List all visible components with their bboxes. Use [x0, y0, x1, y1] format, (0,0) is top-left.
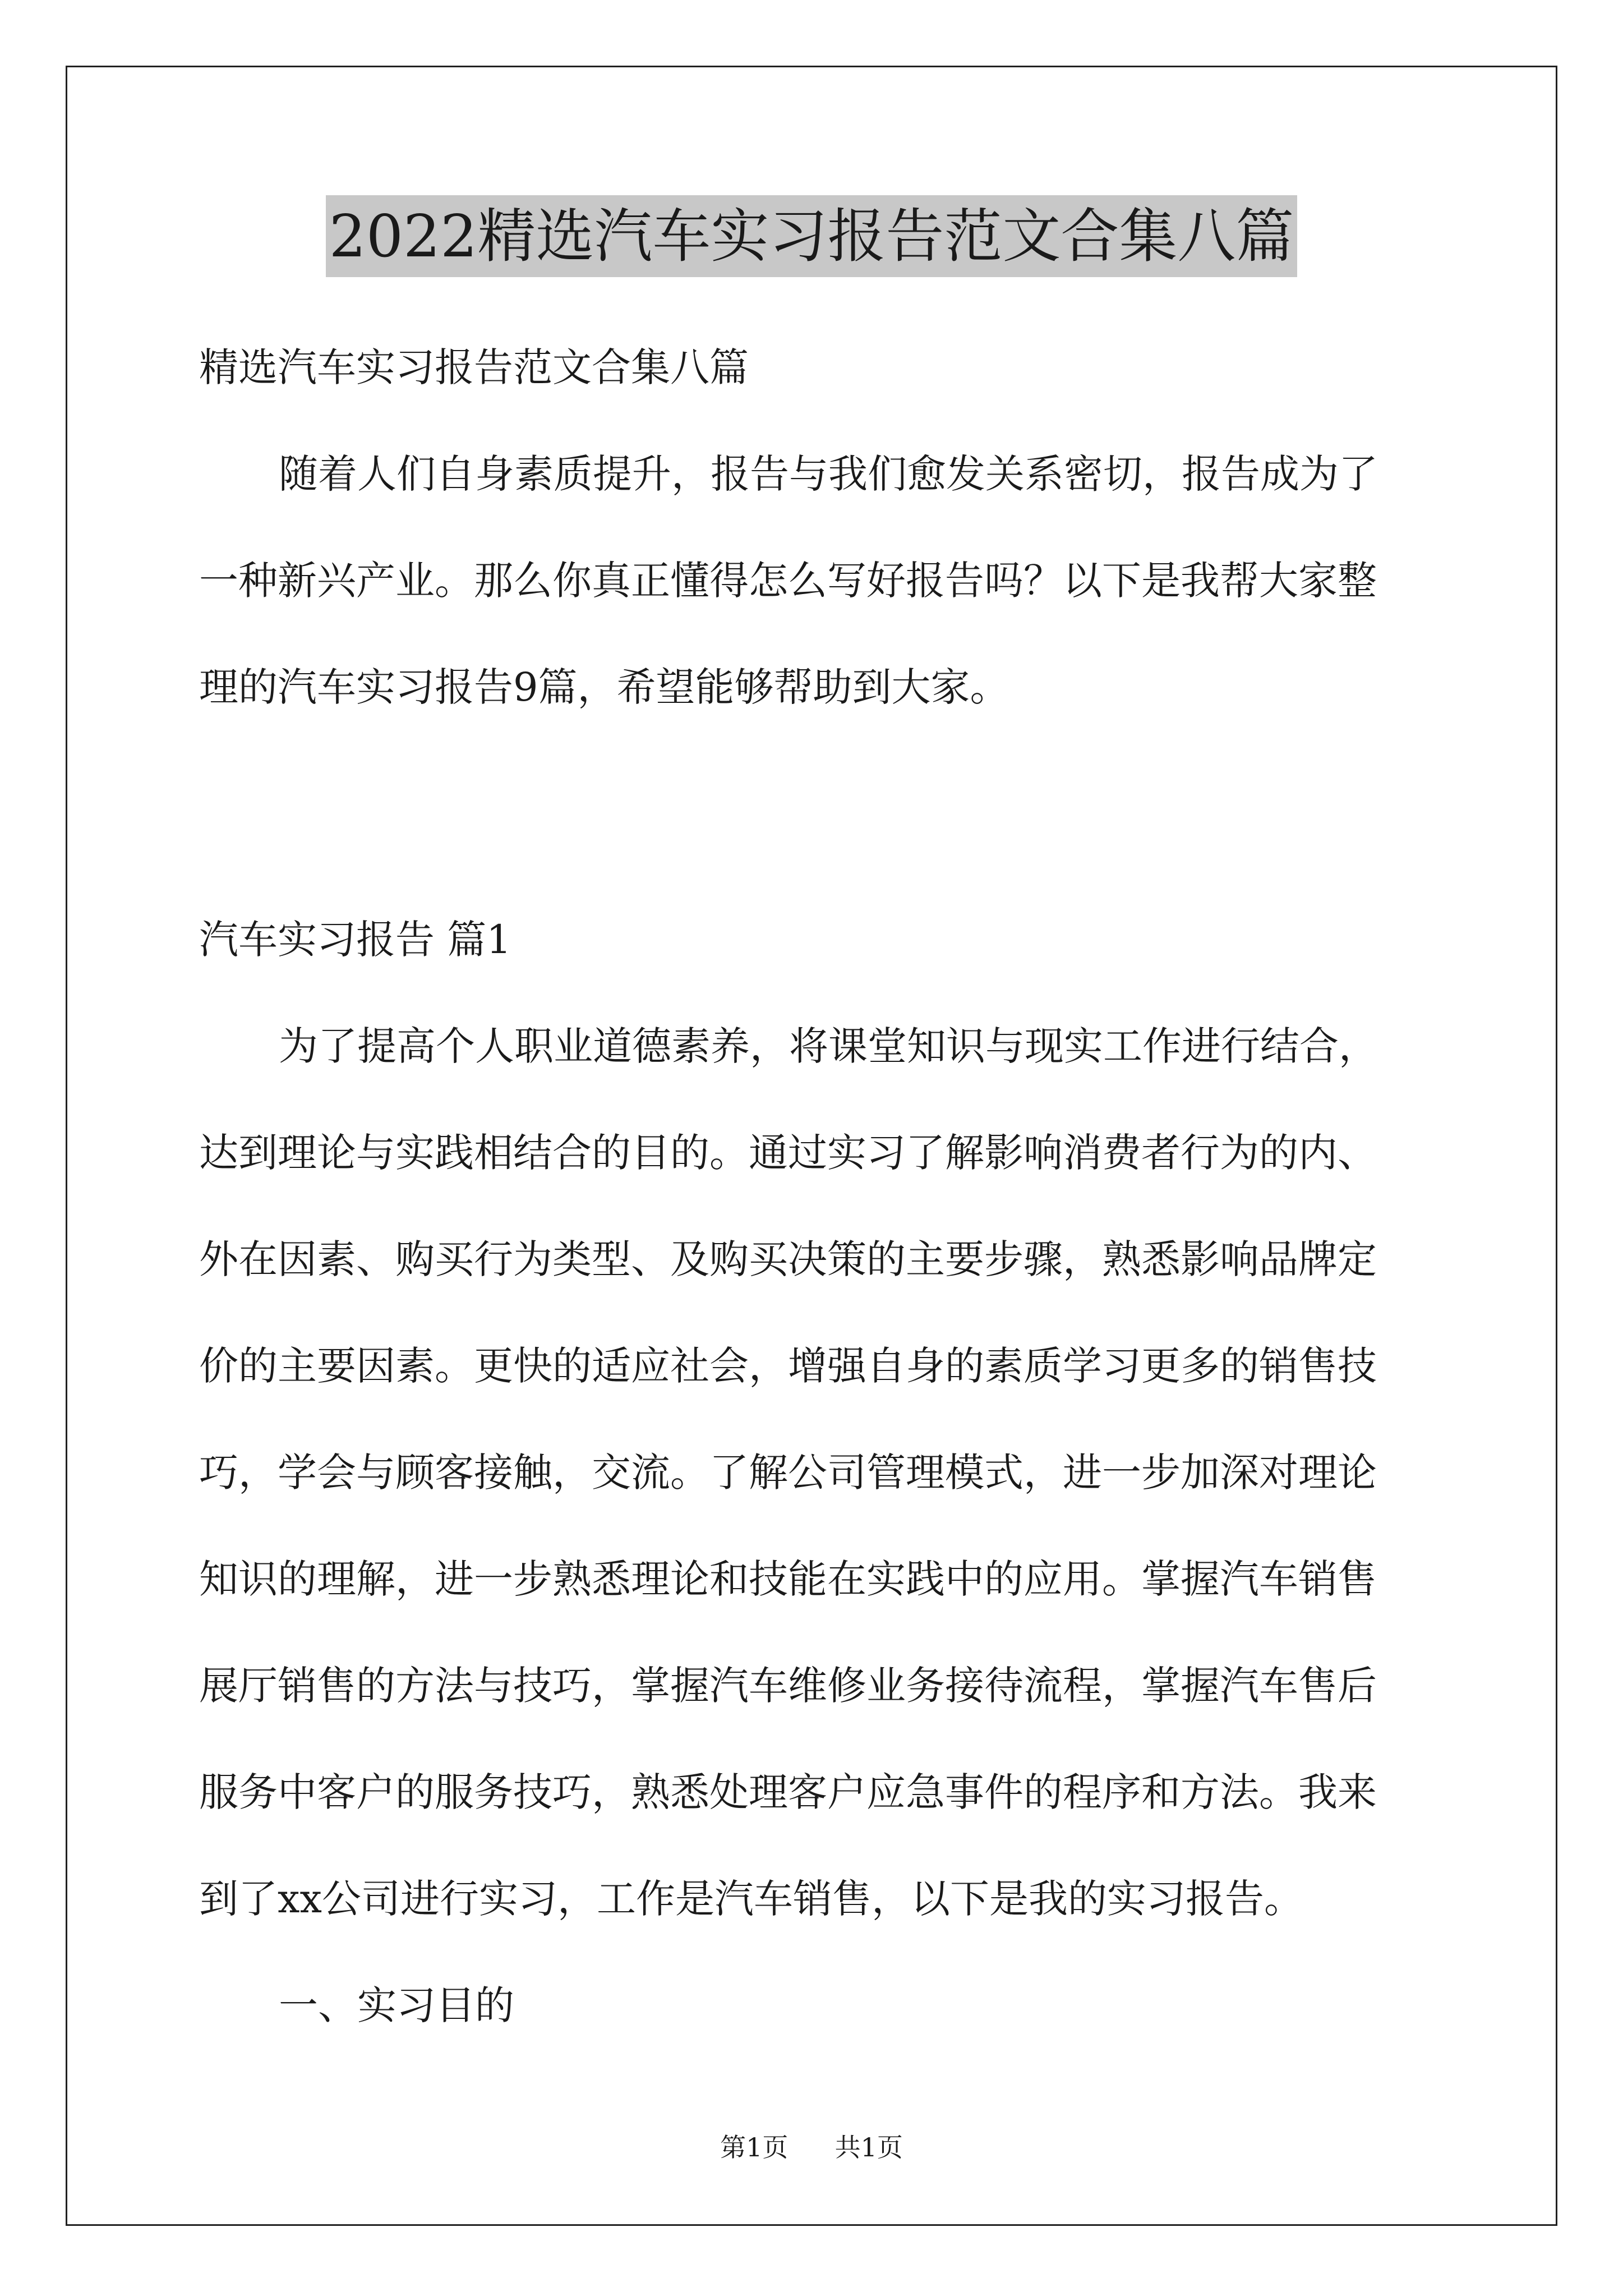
- section-heading: 汽车实习报告 篇1: [199, 917, 511, 963]
- page-footer: [0, 2131, 1623, 2164]
- subheading: 一、实习目的: [279, 1982, 514, 2028]
- section-line: 到了xx公司进行实习，工作是汽车销售，以下是我的实习报告。: [199, 1876, 1303, 1922]
- section-line: 价的主要因素。更快的适应社会，增强自身的素质学习更多的销售技: [199, 1343, 1377, 1389]
- document-title: 2022精选汽车实习报告范文合集八篇: [326, 195, 1298, 277]
- section-line: 为了提高个人职业道德素养，将课堂知识与现实工作进行结合，: [279, 1023, 1378, 1069]
- page-number-current: 第1页: [720, 2132, 789, 2162]
- section-line: 达到理论与实践相结合的目的。通过实习了解影响消费者行为的内、: [199, 1130, 1377, 1176]
- page-number-total: 共1页: [834, 2132, 903, 2162]
- section-line: 巧，学会与顾客接触，交流。了解公司管理模式，进一步加深对理论: [199, 1450, 1377, 1496]
- section-line: 展厅销售的方法与技巧，掌握汽车维修业务接待流程，掌握汽车售后: [199, 1663, 1377, 1709]
- section-line: 服务中客户的服务技巧，熟悉处理客户应急事件的程序和方法。我来: [199, 1769, 1377, 1815]
- title-container: [0, 195, 1623, 277]
- intro-line: 理的汽车实习报告9篇，希望能够帮助到大家。: [199, 664, 1009, 710]
- intro-line: 一种新兴产业。那么你真正懂得怎么写好报告吗？以下是我帮大家整: [199, 558, 1377, 604]
- spacer: [199, 740, 1433, 886]
- document-body: [199, 314, 1433, 2059]
- intro-line: 随着人们自身素质提升，报告与我们愈发关系密切，报告成为了: [279, 451, 1378, 497]
- section-line: 知识的理解，进一步熟悉理论和技能在实践中的应用。掌握汽车销售: [199, 1556, 1377, 1602]
- section-line: 外在因素、购买行为类型、及购买决策的主要步骤，熟悉影响品牌定: [199, 1236, 1377, 1282]
- document-subtitle: 精选汽车实习报告范文合集八篇: [199, 344, 749, 390]
